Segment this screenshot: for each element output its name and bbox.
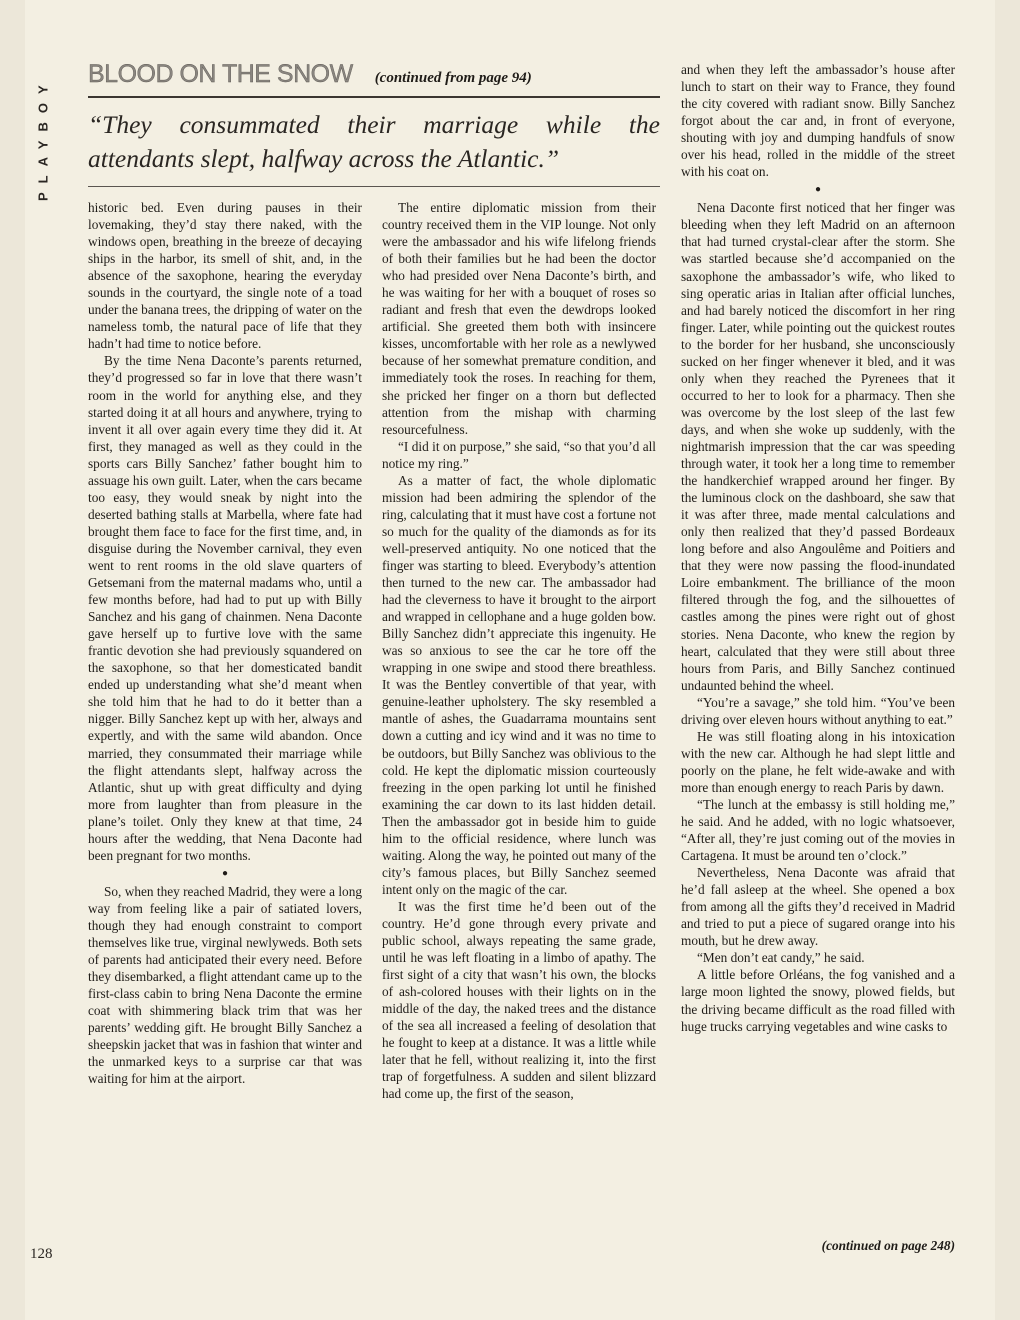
- paragraph: A little before Orléans, the fog vanished and a large moon lighted the snowy, plowed fields, but the driving became difficult as the road filled with huge trucks carrying vegetables and wine casks to: [681, 967, 955, 1034]
- pull-quote-rule: [88, 186, 660, 187]
- story-title: BLOOD ON THE SNOW: [88, 60, 353, 88]
- continued-on-note: (continued on page 248): [821, 1238, 955, 1253]
- story-header: [88, 60, 660, 88]
- paragraph: Nevertheless, Nena Daconte was afraid that he’d fall asleep at the wheel. She opened a box from among all the gifts they’d received in Madrid and tried to put a piece of sugared orange into his mouth, but he drew away.: [681, 865, 955, 949]
- paragraph: He was still floating along in his intoxication with the new car. Although he had slept little and poorly on the plane, he felt wide-awake and with more than enough energy to reach Paris by dawn.: [681, 728, 955, 795]
- paragraph: The entire diplomatic mission from their country received them in the VIP lounge. Not only were the ambassador and his wife lifelong friends of both their families but he had been the doctor who had presided over Nena Daconte’s birth, and he was waiting for her with a bouquet of roses so radiant and fresh that even the dewdrops looked artificial. She greeted them both with insincere kisses, uncomfortable with her role as a newlywed because of her somewhat premature condition, and immediately took the roses. In reaching for them, she pricked her finger on a thorn but deflected attention from the mishap with charming resourcefulness.: [382, 200, 656, 437]
- paragraph: As a matter of fact, the whole diplomatic mission had been admiring the splendor of the ring, calculating that it must have cost a fortune not so much for the quality of the diamonds as for its well-preserved antiquity. No one noticed that the finger was starting to bleed. Everybody’s attention then turned to the new car. The ambassador had had the cleverness to have it brought to the airport and wrapped in cellophane and a huge golden bow. Billy Sanchez didn’t appreciate this ingenuity. He was so anxious to see the car he tore off the wrapping in one swipe and stood there breathless. It was the Bentley convertible of that year, with genuine-leather upholstery. The sky resembled a mantle of ashes, the Guadarrama mountains sent down a cutting and icy wind and it was no time to be outdoors, but Billy Sanchez was oblivious to the cold. He kept the diplomatic mission courteously freezing in the open parking lot until he finished examining the car down to its last hidden detail. Then the ambassador got in beside him to guide him to the official residence, where lunch was waiting. Along the way, he pointed out many of the city’s famous places, but Billy Sanchez seemed intent only on the magic of the car.: [382, 472, 656, 897]
- continued-from-note: (continued from page 94): [374, 70, 532, 86]
- paragraph: By the time Nena Daconte’s parents returned, they’d progressed so far in love that there wasn’t room in the world for anything else, and they started doing it at all hours and anywhere, trying to invent it all over again every time they did it. At first, they managed as well as they could in the sports cars Billy Sanchez’ father bought him to assuage his own guilt. Later, when the cars became too easy, they would sneak by night into the deserted bathing stalls at Marbella, where fate had brought them face to face for the first time, and, in disguise during the November carnival, they even went to rent rooms in the old slave quarters of Getsemani from the maternal madams who, until a few months before, had had to put up with Billy Sanchez and his gang of chainmen. Nena Daconte gave herself up to furtive love with the same frantic devotion she had previously squandered on the saxophone, so that her domesticated bandit ended up understanding what she’d meant when she told him that he had to do it better than a nigger. Billy Sanchez kept up with her, always and expertly, and with the same wild abandon. Once married, they consummated their marriage while the flight attendants slept, halfway across the Atlantic, shut up with great difficulty and dying more from laughter than from pleasure in the plane’s toilet. Only they knew at that time, 24 hours after the wedding, that Nena Daconte had been pregnant for two months.: [88, 353, 362, 863]
- text-column-1: [88, 199, 362, 1087]
- pull-quote: “They consummated their marriage while the attendants slept, halfway across the Atlantic.”: [88, 110, 660, 173]
- left-margin: [0, 0, 25, 1320]
- paragraph: “I did it on purpose,” she said, “so that you’d all notice my ring.”: [382, 438, 656, 471]
- section-break-bullet: ●: [814, 184, 822, 196]
- paragraph: “Men don’t eat candy,” he said.: [697, 950, 865, 966]
- paragraph: So, when they reached Madrid, they were a long way from feeling like a pair of satiated lovers, though they had enough constraint to comport themselves like true, virginal newlyweds. Both sets of parents had anticipated their every need. Before they disembarked, a flight attendant came up to the first-class cabin to bring Nena Daconte the ermine coat with shimmering black trim that was her parents’ wedding gift. He brought Billy Sanchez a sheepskin jacket that was in fashion that winter and the unmarked keys to a surprise car that was waiting for him at the airport.: [88, 883, 362, 1087]
- paragraph: “The lunch at the embassy is still holding me,” he said. And he added, with no logic whatsoever, “After all, they’re just coming out of the movies in Cartagena. It must be around ten o’clock.”: [681, 796, 955, 864]
- text-column-3: [681, 61, 955, 1035]
- section-break-bullet: ●: [221, 867, 229, 879]
- paragraph: “You’re a savage,” she told him. “You’ve been driving over eleven hours without anything to eat.”: [681, 694, 955, 727]
- paragraph: and when they left the ambassador’s house after lunch to start on their way to France, they found the city covered with radiant snow. Billy Sanchez forgot about the car and, in front of everyone, shouting with joy and dumping handfuls of snow over his head, rolled in the middle of the street with his coat on.: [681, 62, 955, 180]
- paragraph: historic bed. Even during pauses in their lovemaking, they’d stay there naked, with the windows open, breathing in the breeze of decaying ships in the harbor, its smell of shit, and, in the absence of the saxophone, hearing the everyday sounds in the courtyard, the single note of a toad under the banana trees, the dripping of water on the nameless tomb, the natural pace of life that they hadn’t had time to notice before.: [88, 200, 362, 352]
- magazine-running-head: PLAYBOY: [35, 76, 51, 201]
- right-margin: [995, 0, 1020, 1320]
- page-number: 128: [30, 1246, 53, 1262]
- text-column-2: [382, 199, 656, 1102]
- paragraph: It was the first time he’d been out of the country. He’d gone through every private and public school, always repeating the same grade, until he was left floating in a limbo of apathy. The first sight of a city that wasn’t his own, the blocks of ash-colored houses with their lights on in the middle of the day, the naked trees and the distance of the sea all increased a feeling of desolation that he fought to keep at a distance. It was a little while later that he fell, without realizing it, into the first trap of forgetfulness. A sudden and silent blizzard had come up, the first of the season,: [382, 898, 656, 1102]
- header-rule: [88, 96, 660, 98]
- paragraph: Nena Daconte first noticed that her finger was bleeding when they left Madrid on an afternoon that had turned crystal-clear after the storm. She was startled because she’d accompanied on the saxophone the ambassador’s wife, who liked to sing operatic arias in Italian after official lunches, and had barely noticed the discomfort in her ring finger. Later, while pointing out the quickest routes to the border for her husband, she unconsciously sucked on her finger whenever it bled, and it was only when they reached the Pyrenees that it occurred to her to look for a pharmacy. Then she was overcome by the lost sleep of the last few days, and when she woke up suddenly, with the nightmarish impression that the car was speeding through water, it took her a long time to remember the handkerchief wrapped around her finger. By the luminous clock on the dashboard, she saw that it was after three, made mental calculations and only then realized that they’d passed Bordeaux long before and also Angoulême and Poitiers and that they were now passing the flood-inundated Loire embankment. The brilliance of the moon filtered through the fog, and the silhouettes of castles among the pines were right out of ghost stories. Nena Daconte, who knew the region by heart, calculated that they were still about three hours from Paris, and Billy Sanchez continued undaunted behind the wheel.: [681, 200, 955, 693]
